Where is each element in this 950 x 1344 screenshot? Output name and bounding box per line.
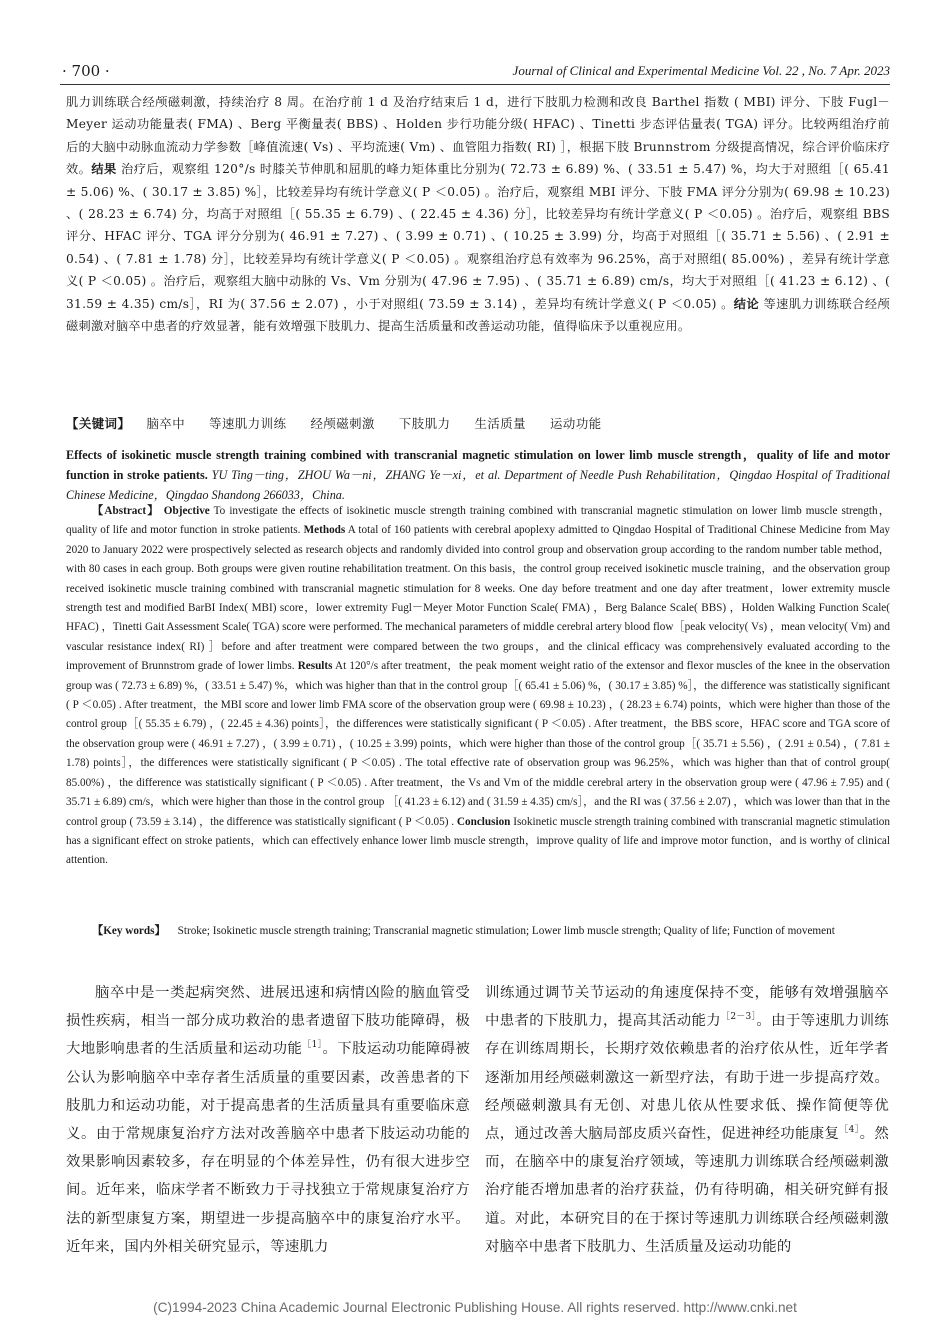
page-number: · 700 · (62, 62, 110, 80)
cn-results: 治疗后，观察组 120°/s 时膝关节伸肌和屈肌的峰力矩体重比分别为( 72.73 ± 6.89) %、( 33.51 ± 5.47) %，均大于对照组［( 65.41 ± 5.06) %、( 30.17 ± 3.85) %］，比较差异均有统计学意义( P ＜0.05) 。治疗后，观察组 MBI 评分、下肢 FMA 评分分别为( 69.98 ± 10.23) 、( 28.23 ± 6.74) 分，均高于对照组［( 55.35 ± 6.79) 、( 22.45 ± 4.36) 分］，比较差异均有统计学意义( P ＜0.05) 。治疗后，观察组 BBS 评分、HFAC 评分、TGA 评分分别为( 46.91 ± 7.27) 、( 3.99 ± 0.71) 、( 10.25 ± 3.99) 分，均高于对照组［( 35.71 ± 5.56) 、( 2.91 ± 0.54) 、( 7.81 ± 1.78) 分］，比较差异均有统计学意义( P ＜0.05) 。观察组治疗总有效率为 96.25%，高于对照组( 85.00%) ，差异有统计学意义( P ＜0.05) 。治疗后，观察组大脑中动脉的 Vs、Vm 分别为( 47.96 ± 7.95) 、( 35.71 ± 6.89) cm/s，均大于对照组［( 41.23 ± 6.12) 、( 31.59 ± 4.35) cm/s］，RI 为( 37.56 ± 2.07) ，小于对照组( 73.59 ± 3.14) ，差异均有统计学意义( P ＜0.05) 。 (66, 162, 890, 311)
english-title-block (66, 445, 890, 505)
intro-text: 脑卒中是一类起病突然、进展迅速和病情凶险的脑血管受损性疾病，相当一部分成功救治的患者遗留下肢功能障碍，极大地影响患者的生活质量和运动功能 (66, 985, 470, 1058)
journal-header: Journal of Clinical and Experimental Medicine Vol. 22 , No. 7 Apr. 2023 (512, 63, 890, 78)
en-conclusion-label: Conclusion (456, 815, 511, 828)
body-column-left (66, 979, 470, 1261)
cn-keyword: 脑卒中 (146, 416, 186, 431)
english-keywords (66, 922, 890, 941)
en-abstract-label: 【Abstract】 (92, 505, 160, 517)
cn-keyword: 生活质量 (474, 416, 527, 431)
intro-text: 。然而，在脑卒中的康复治疗领域，等速肌力训练联合经颅磁刺激治疗能否增加患者的治疗获益，仍有待明确，相关研究鲜有报道。对此，本研究目的在于探讨等速肌力训练联合经颅磁刺激对脑卒中患者下肢肌力、生活质量及运动功能的 (485, 1126, 889, 1255)
cn-results-label: 结果 (91, 162, 117, 177)
intro-text: 。下肢运动功能障碍被公认为影响脑卒中幸存者生活质量的重要因素，改善患者的下肢肌力和运动功能，对于提高患者的生活质量具有重要临床意义。由于常规康复治疗方法对改善脑卒中患者下肢运动功能的效果影响因素较多，存在明显的个体差异性，仍有很大进步空间。近年来，临床学者不断致力于寻找独立于常规康复治疗方法的新型康复方案，期望进一步提高脑卒中的康复治疗水平。近年来，国内外相关研究显示，等速肌力 (66, 1041, 470, 1255)
cn-keywords-label: 【关键词】 (66, 416, 131, 431)
header-rule (60, 84, 890, 85)
cn-keyword: 下肢肌力 (398, 416, 451, 431)
intro-text: 训练通过调节关节运动的角速度保持不变，能够有效增强脑卒中患者的下肢肌力，提高其活动能力 (485, 985, 889, 1030)
cn-keyword: 等速肌力训练 (209, 416, 287, 431)
en-results: At 120°/s after treatment，the peak moment weight ratio of the extensor and flexor muscles of the knee in the observation group was ( 72.73 ± 6.89) %，( 33.51 ± 5.47) %，which was higher than that in the control group［( 65.41 ± 5.06) %，( 30.17 ± 3.85) %］，the difference was statistically significant ( P ＜0.05) . After treatment，the MBI score and lower limb FMA score of the observation group were ( 69.98 ± 10.23) ，( 28.23 ± 6.74) points，which were higher than those of the control group［( 55.35 ± 6.79) ，( 22.45 ± 4.36) points］，the differences were statistically significant ( P ＜0.05) . After treatment，the BBS score，HFAC score and TGA score of the observation group were ( 46.91 ± 7.27) ，( 3.99 ± 0.71) ，( 10.25 ± 3.99) points，which were higher than those of the control group［( 35.71 ± 5.56) ，( 2.91 ± 0.54) ，( 7.81 ± 1.78) points］，the differences were statistically significant ( P ＜0.05) . The total effective rate of observation group was 96.25%，which was higher than that of control group( 85.00%) ，the difference was statistically significant ( P ＜0.05) . After treatment，the Vs and Vm of the middle cerebral artery in the observation group were ( 47.96 ± 7.95) and ( 35.71 ± 6.89) cm/s，which were higher than those in the control group ［( 41.23 ± 6.12) and ( 31.59 ± 4.35) cm/s］，and the RI was ( 37.56 ± 2.07) ，which was lower than that in the control group ( 73.59 ± 3.14) ，the difference was statistically significant ( P ＜0.05) . (66, 660, 890, 828)
cn-keyword: 运动功能 (550, 416, 602, 431)
citation: ［1］ (302, 1040, 323, 1051)
en-objective-label: Objective (163, 505, 210, 517)
intro-text: 。由于等速肌力训练存在训练周期长，长期疗效依赖患者的治疗依从性，近年学者逐渐加用经颅磁刺激这一新型疗法，有助于进一步提高疗效。经颅磁刺激具有无创、对患儿依从性要求低、操作简便等优点，通过改善大脑局部皮质兴奋性，促进神经功能康复 (485, 1013, 890, 1143)
cn-keyword: 经颅磁刺激 (310, 416, 375, 431)
english-title: Effects of isokinetic muscle strength training combined with transcranial magnetic stimulation on lower limb muscle strength，quality of life and motor function in stroke patients. (66, 448, 890, 482)
en-methods: A total of 160 patients with cerebral apoplexy admitted to Qingdao Hospital of Traditional Chinese Medicine from May 2020 to January 2022 were prospectively selected as research objects and randomly divided into control group and observation group according to the random number table method，with 80 cases in each group. Both groups were given routine rehabilitation treatment. On this basis，the control group received isokinetic muscle training，and the observation group received isokinetic muscle training combined with transcranial magnetic stimulation for 8 weeks. One day before treatment and one day after treatment，lower extremity muscle strength test and modified BarBI Index( MBI) score，lower extremity Fugl－Meyer Motor Function Scale( FMA) ，Berg Balance Scale( BBS) ，Holden Walking Function Scale( HFAC) ，Tinetti Gait Assessment Scale( TGA) score were performed. The mechanical parameters of middle cerebral artery blood flow［peak velocity( Vs) ，mean velocity( Vm) and vascular resistance index( RI) ］before and after treatment were compared between the two groups，and the clinical efficacy was comprehensively evaluated according to the improvement of Brunnstrom grade of lower limbs. (66, 524, 891, 673)
en-conclusion: Isokinetic muscle strength training combined with transcranial magnetic stimulation has a significant effect on stroke patients，which can effectively enhance lower limb muscle strength，improve quality of life and improve motor function，and is worthy of clinical attention. (66, 815, 890, 867)
en-keywords-label: 【Key words】 (92, 925, 166, 937)
cn-conclusion: 等速肌力训练联合经颅磁刺激对脑卒中患者的疗效显著，能有效增强下肢肌力、提高生活质量和改善运动功能，值得临床予以重视应用。 (66, 296, 890, 334)
chinese-abstract-continued (66, 91, 890, 337)
chinese-keywords (66, 413, 890, 435)
copyright-footer: (C)1994-2023 China Academic Journal Electronic Publishing House. All rights reserved. http://www.cnki.net (153, 1300, 797, 1315)
citation: ［2－3］ (720, 1012, 757, 1023)
english-abstract (66, 502, 890, 871)
citation: ［4］ (839, 1125, 860, 1136)
en-results-label: Results (297, 660, 333, 673)
english-authors-affiliation: YU Ting－ting，ZHOU Wa－ni，ZHANG Ye－xi，et al. Department of Needle Push Rehabilitation，Qingdao Hospital of Traditional Chinese Medicine，Qingdao Shandong 266033，China. (66, 468, 890, 502)
body-column-right (485, 979, 889, 1261)
en-objective: To investigate the effects of isokinetic muscle strength training combined with transcranial magnetic stimulation on lower limb muscle strength，quality of life and motor function in stroke patients. (66, 505, 890, 537)
en-methods-label: Methods (303, 524, 346, 537)
en-keywords-text: Stroke; Isokinetic muscle strength training; Transcranial magnetic stimulation; Lower limb muscle strength; Quality of life; Function of movement (177, 925, 835, 937)
cn-conclusion-label: 结论 (733, 296, 760, 311)
cn-methods-tail: 肌力训练联合经颅磁刺激，持续治疗 8 周。在治疗前 1 d 及治疗结束后 1 d，进行下肢肌力检测和改良 Barthel 指数 ( MBI) 评分、下肢 Fugl－Meyer 运动功能量表( FMA) 、Berg 平衡量表( BBS) 、Holden 步行功能分级( HFAC) 、Tinetti 步态评估量表( TGA) 评分。比较两组治疗前后的大脑中动脉血流动力学参数［峰值流速( Vs) 、平均流速( Vm) 、血管阻力指数( RI) ］，根据下肢 Brunnstrom 分级提高情况，综合评价临床疗效。 (66, 95, 890, 177)
